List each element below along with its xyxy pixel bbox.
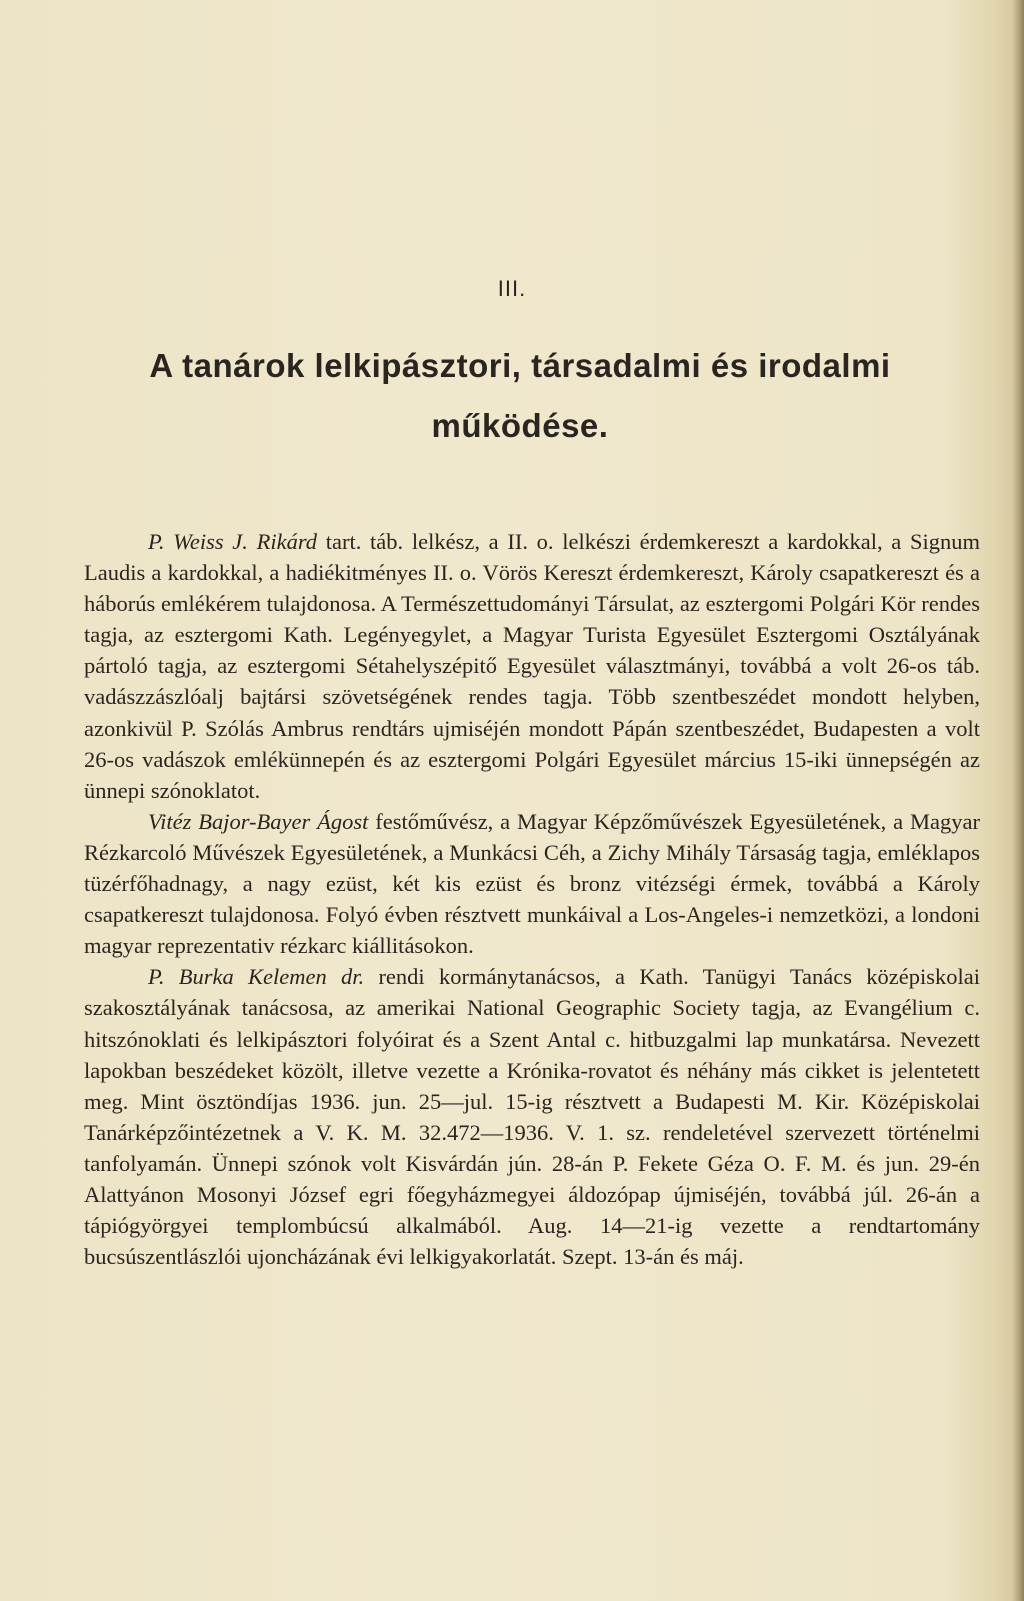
paragraph-weiss: [84, 526, 980, 806]
person-name: Vitéz Bajor-Bayer Ágost: [148, 808, 369, 834]
paragraph-text: rendi kormánytanácsos, a Kath. Tanügyi Tanács középiskolai szakosztályának tanácsosa, az amerikai National Geographic Society tagja, az Evangélium c. hitszónoklati és lelkipásztori folyóirat és a Szent Antal c. hitbuzgalmi lap munkatársa. Nevezett lapokban beszédeket közölt, illetve vezette a Krónika-rovatot és néhány más cikket is jelentetett meg. Mint ösztöndíjas 1936. jun. 25—jul. 15-ig résztvett a Budapesti M. Kir. Középiskolai Tanárképzőintézetnek a V. K. M. 32.472—1936. V. 1. sz. rendeletével szervezett történelmi tanfolyamán. Ünnepi szónok volt Kisvárdán jún. 28-án P. Fekete Géza O. F. M. és jun. 29-én Alattyánon Mosonyi József egri főegyházmegyei áldozópap újmiséjén, továbbá júl. 26-án a tápiógyörgyei templombúcsú alkalmából. Aug. 14—21-ig vezette a rendtartomány bucsúszentlászlói ujoncházának évi lelkigyakorlatát. Szept. 13-án és máj.: [84, 964, 980, 1270]
person-name: P. Burka Kelemen dr.: [148, 964, 365, 990]
paragraph-text: festőművész, a Magyar Képzőművészek Egyesületének, a Magyar Rézkarcoló Művészek Egyesületének, a Munkácsi Céh, a Zichy Mihály Társaság tagja, emléklapos tüzérfőhadnagy, a nagy ezüst, két kis ezüst és bronz vitézségi érmek, továbbá a Károly csapatkereszt tulajdonosa. Folyó évben résztvett munkáival a Los-Angeles-i nemzetközi, a londoni magyar reprezentativ rézkarc kiállitásokon.: [84, 808, 980, 959]
paragraph-burka: [84, 961, 980, 1272]
paragraph-bajor-bayer: [84, 806, 980, 961]
page-edge-shadow: [1012, 0, 1024, 1601]
paragraph-text: tart. táb. lelkész, a II. o. lelkészi érdemkereszt a kardokkal, a Signum Laudis a kardokkal, a hadiékitményes II. o. Vörös Kereszt érdemkereszt, Károly csapatkereszt és a háborús emlékérem tulajdonosa. A Természettudományi Társulat, az esztergomi Polgári Kör rendes tagja, az esztergomi Kath. Legényegylet, a Magyar Turista Egyesület Esztergomi Osztályának pártoló tagja, az esztergomi Sétahelyszépitő Egyesület választmányi, továbbá a volt 26-os táb. vadászzászlóalj bajtársi szövetségének rendes tagja. Több szentbeszédet mondott helyben, azonkivül P. Szólás Ambrus rendtárs ujmiséjén mondott Pápán szentbeszédet, Budapesten a volt 26-os vadászok emlékünnepén és az esztergomi Polgári Egyesület március 15-iki ünnepségén az ünnepi szónoklatot.: [84, 529, 980, 803]
body-text: [84, 526, 980, 1272]
chapter-title: A tanárok lelkipásztori, társadalmi és irodalmi működése.: [149, 347, 891, 444]
chapter-number: III.: [497, 276, 527, 301]
person-name: P. Weiss J. Rikárd: [148, 529, 318, 554]
